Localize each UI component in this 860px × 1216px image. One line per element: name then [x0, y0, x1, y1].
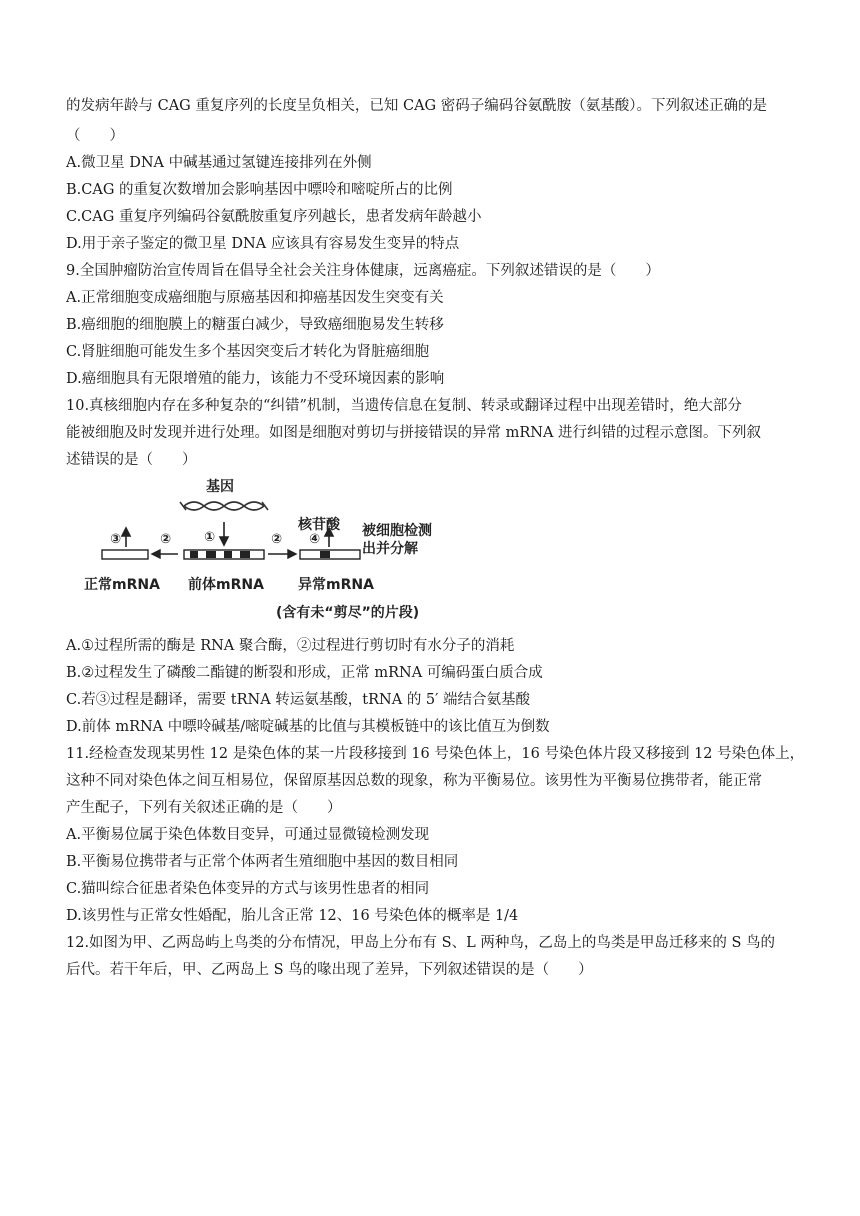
q8-option-d: D.用于亲子鉴定的微卫星 DNA 应该具有容易发生变异的特点: [66, 236, 460, 252]
q11-option-d: D.该男性与正常女性婚配，胎儿含正常 12、16 号染色体的概率是 1/4: [66, 908, 519, 924]
q12-stem-line2: 后代。若干年后，甲、乙两岛上 S 鸟的喙出现了差异，下列叙述错误的是（ ）: [66, 962, 593, 978]
label-gene: 基因: [206, 479, 234, 495]
q8-option-a: A.微卫星 DNA 中碱基通过氢键连接排列在外侧: [66, 155, 372, 171]
mrna-correction-diagram: [66, 470, 466, 632]
label-abnormal-mrna: 异常mRNA: [298, 577, 374, 593]
transcription-arrow: [220, 522, 228, 545]
label-detect-line2: 出并分解: [362, 541, 418, 557]
q10-option-c: C.若③过程是翻译，需要 tRNA 转运氨基酸，tRNA 的 5′ 端结合氨基酸: [66, 692, 531, 708]
q10-option-a: A.①过程所需的酶是 RNA 聚合酶，②过程进行剪切时有水分子的消耗: [66, 638, 515, 654]
abnormal-mrna-bar: [300, 550, 360, 559]
label-step2-right: ②: [271, 532, 283, 547]
q8-option-b: B.CAG 的重复次数增加会影响基因中嘌呤和嘧啶所占的比例: [66, 182, 453, 198]
normal-mrna-bar: [102, 550, 148, 559]
q9-stem: 9.全国肿瘤防治宣传周旨在倡导全社会关注身体健康，远离癌症。下列叙述错误的是（ ）: [66, 263, 660, 279]
q10-stem-line3: 述错误的是（ ）: [66, 452, 197, 468]
q10-option-b: B.②过程发生了磷酸二酯键的断裂和形成，正常 mRNA 可编码蛋白质合成: [66, 665, 543, 681]
q10-option-d: D.前体 mRNA 中嘌呤碱基/嘧啶碱基的比值与其模板链中的该比值互为倒数: [66, 719, 550, 735]
splice-arrow-left: [152, 550, 178, 558]
label-normal-mrna: 正常mRNA: [84, 577, 160, 593]
q11-option-a: A.平衡易位属于染色体数目变异，可通过显微镜检测发现: [66, 827, 430, 843]
q10-stem-line2: 能被细胞及时发现并进行处理。如图是细胞对剪切与拼接错误的异常 mRNA 进行纠错的过程示意图。下列叙: [66, 425, 762, 441]
label-step1: ①: [204, 530, 216, 545]
q8-option-c: C.CAG 重复序列编码谷氨酰胺重复序列越长，患者发病年龄越小: [66, 209, 482, 225]
q9-option-b: B.癌细胞的细胞膜上的糖蛋白减少，导致癌细胞易发生转移: [66, 317, 444, 333]
q11-option-c: C.猫叫综合征患者染色体变异的方式与该男性患者的相同: [66, 881, 430, 897]
q10-stem-line1: 10.真核细胞内存在多种复杂的“纠错”机制，当遗传信息在复制、转录或翻译过程中出现差错时，绝大部分: [66, 398, 742, 414]
label-step2-left: ②: [160, 532, 172, 547]
label-step3: ③: [110, 532, 122, 547]
q8-stem-line2: （ ）: [66, 128, 124, 144]
q9-option-d: D.癌细胞具有无限增殖的能力，该能力不受环境因素的影响: [66, 371, 445, 387]
q9-option-c: C.肾脏细胞可能发生多个基因突变后才转化为肾脏癌细胞: [66, 344, 430, 360]
q11-stem-line3: 产生配子，下列有关叙述正确的是（ ）: [66, 800, 342, 816]
q8-stem-line1: 的发病年龄与 CAG 重复序列的长度呈负相关，已知 CAG 密码子编码谷氨酰胺（氨基酸）。下列叙述正确的是: [66, 98, 767, 114]
q9-option-a: A.正常细胞变成癌细胞与原癌基因和抑癌基因发生突变有关: [66, 290, 444, 306]
q12-stem-line1: 12.如图为甲、乙两岛屿上鸟类的分布情况，甲岛上分布有 S、L 两种鸟，乙岛上的鸟类是甲岛迁移来的 S 鸟的: [66, 935, 775, 951]
step3-arrow: [122, 528, 130, 547]
q11-stem-line2: 这种不同对染色体之间互相易位，保留原基因总数的现象，称为平衡易位。该男性为平衡易位携带者，能正常: [66, 773, 762, 789]
q11-stem-line1: 11.经检查发现某男性 12 是染色体的某一片段移接到 16 号染色体上，16 号染色体片段又移接到 12 号染色体上，: [66, 746, 805, 762]
label-step4: ④: [309, 532, 321, 547]
label-detect-line1: 被细胞检测: [362, 523, 432, 539]
pre-mrna-bar: [184, 550, 264, 559]
splice-arrow-right: [268, 550, 296, 558]
label-nuclease: 核苷酸: [298, 517, 340, 533]
label-pre-mrna: 前体mRNA: [188, 577, 264, 593]
gene-helix-icon: [180, 502, 268, 510]
q11-option-b: B.平衡易位携带者与正常个体两者生殖细胞中基因的数目相同: [66, 854, 459, 870]
label-note: (含有未“剪尽”的片段): [276, 605, 420, 621]
